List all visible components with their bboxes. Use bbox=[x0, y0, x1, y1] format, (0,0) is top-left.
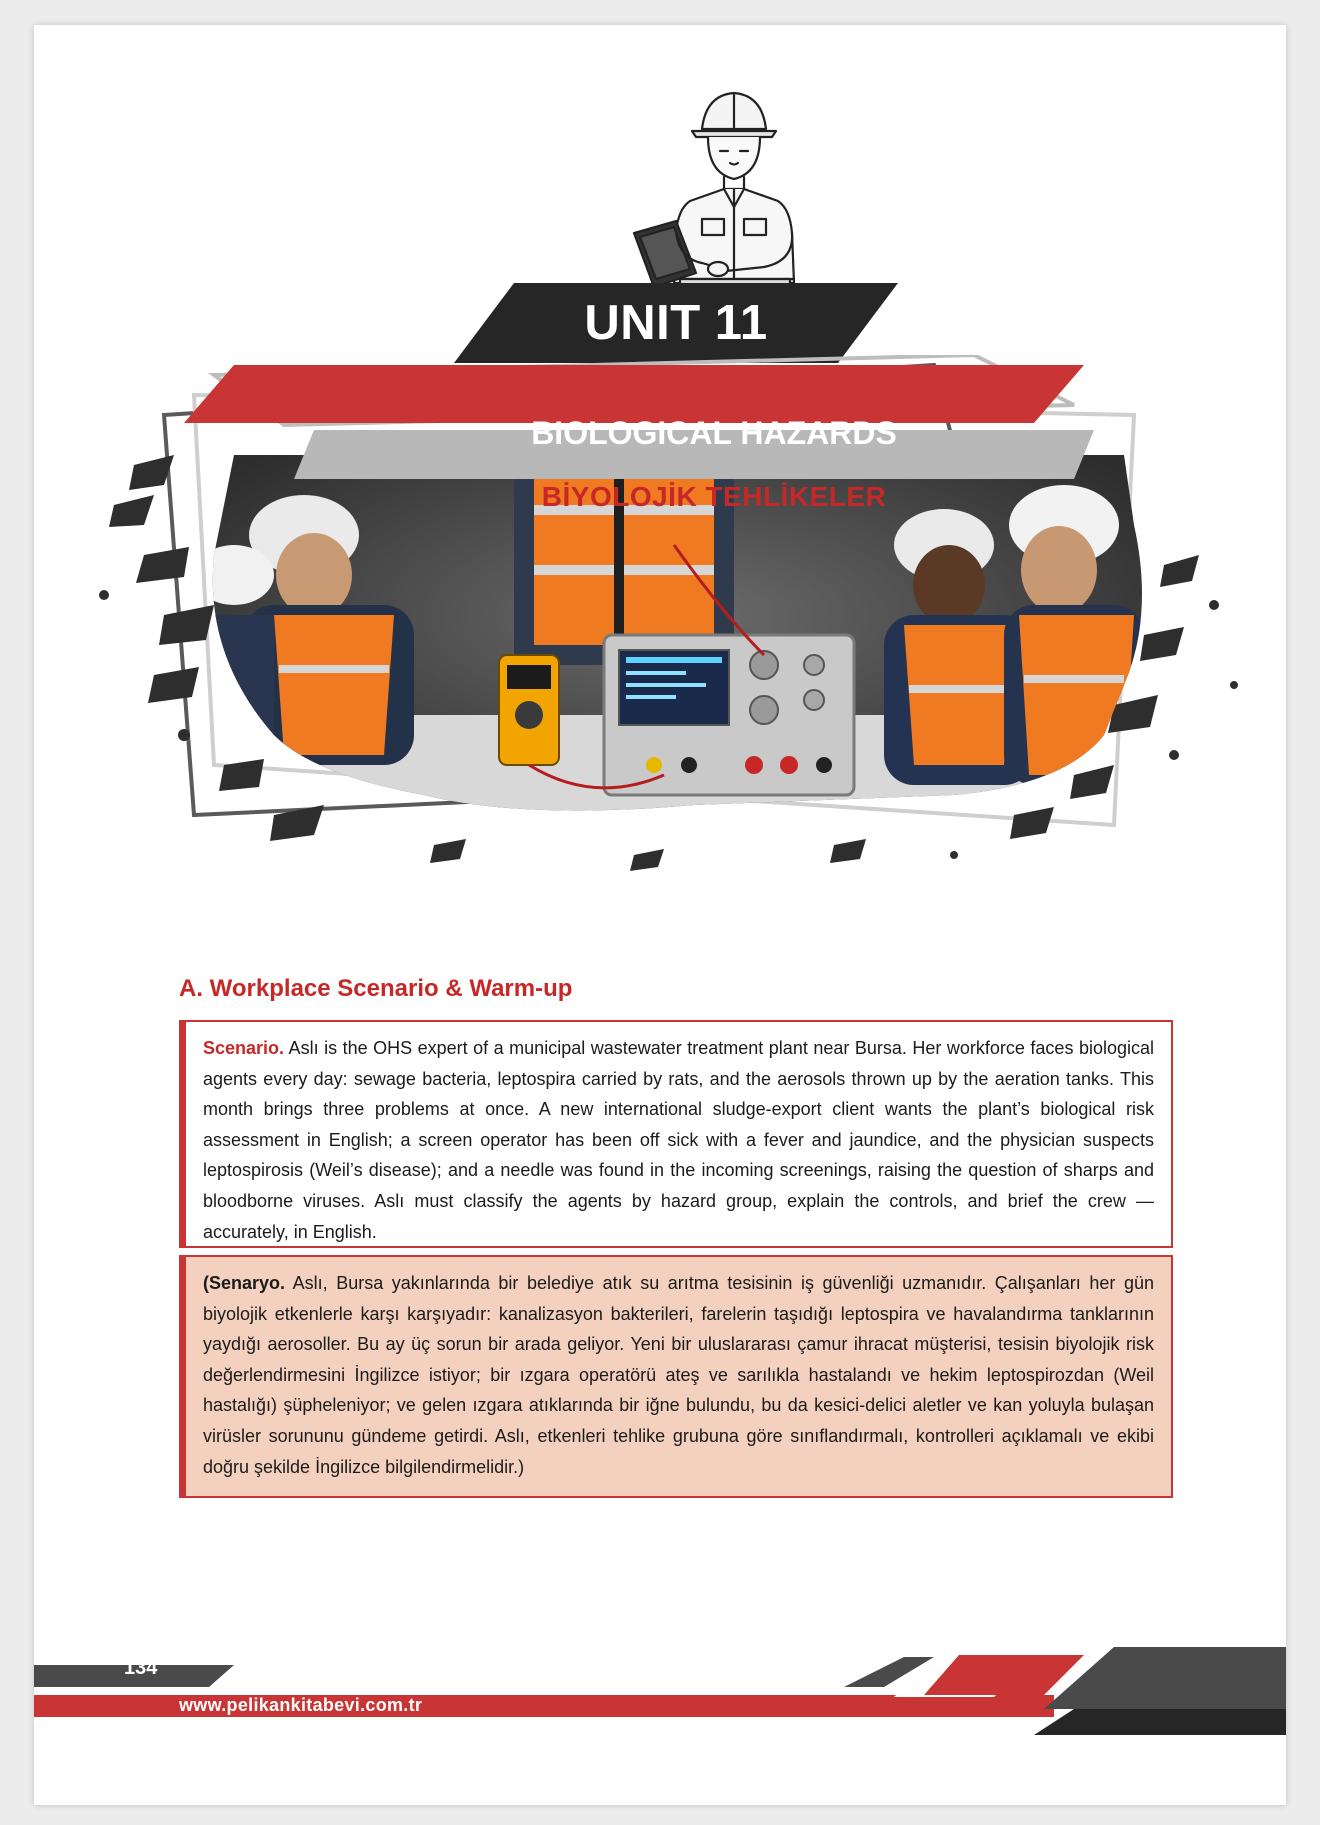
section-heading: A. Workplace Scenario & Warm-up bbox=[179, 975, 573, 1002]
senaryo-text: Aslı, Bursa yakınlarında bir belediye atık su arıtma tesisinin iş güvenliği uzmanıdır. Çalışanları her gün biyolojik etkenlerle karşı karşıyadır: kanalizasyon bakterileri, farelerin taşıdığı leptospira ve havalandırma tanklarının yaydığı aerosoller. Bu ay üç sorun bir arada geliyor. Yeni bir uluslararası çamur ihracat müşterisi, tesisin biyolojik risk değerlendirmesini İngilizce istiyor; bir ızgara operatörü ateş ve sarılıkla hastalandı ve hekim leptospirozdan (Weil hastalığı) şüpheleniyor; ve gelen ızgara atıklarında bir iğne bulundu, bu da kesici-delici aletler ve kan yoluyla bulaşan virüsler sorununu gündeme getirdi. Aslı, etkenleri tehlike grubuna göre sınıflandırmalı, kontrolleri açıklamalı ve ekibi doğru şekilde İngilizce bilgilendirmelidir.) bbox=[203, 1273, 1154, 1477]
scenario-text: Aslı is the OHS expert of a municipal wastewater treatment plant near Bursa. Her workforce faces biological agents every day: sewage bacteria, leptospira carried by rats, and the aerosols thrown up by the aeration tanks. This month brings three problems at once. A new international sludge-export client wants the plant’s biological risk assessment in English; a screen operator has been off sick with a fever and jaundice, and the physician suspects leptospirosis (Weil’s disease); and a needle was found in the incoming screenings, raising the question of sharps and bloodborne viruses. Aslı must classify the agents by hazard group, explain the controls, and brief the crew — accurately, in English. bbox=[203, 1038, 1154, 1242]
title-english: BIOLOGICAL HAZARDS bbox=[531, 414, 897, 451]
scenario-turkish-box bbox=[179, 1255, 1173, 1498]
title-turkish: BİYOLOJİK TEHLİKELER bbox=[541, 481, 887, 512]
page-number: 134 bbox=[124, 1657, 158, 1679]
unit-label: UNIT 11 bbox=[584, 296, 768, 350]
publisher-website[interactable]: www.pelikankitabevi.com.tr bbox=[179, 1695, 423, 1715]
book-page bbox=[34, 25, 1286, 1805]
scenario-lead: Scenario. bbox=[203, 1038, 285, 1058]
scenario-english-box bbox=[179, 1020, 1173, 1248]
senaryo-lead: (Senaryo. bbox=[203, 1273, 286, 1293]
engineer-illustration bbox=[604, 83, 844, 313]
